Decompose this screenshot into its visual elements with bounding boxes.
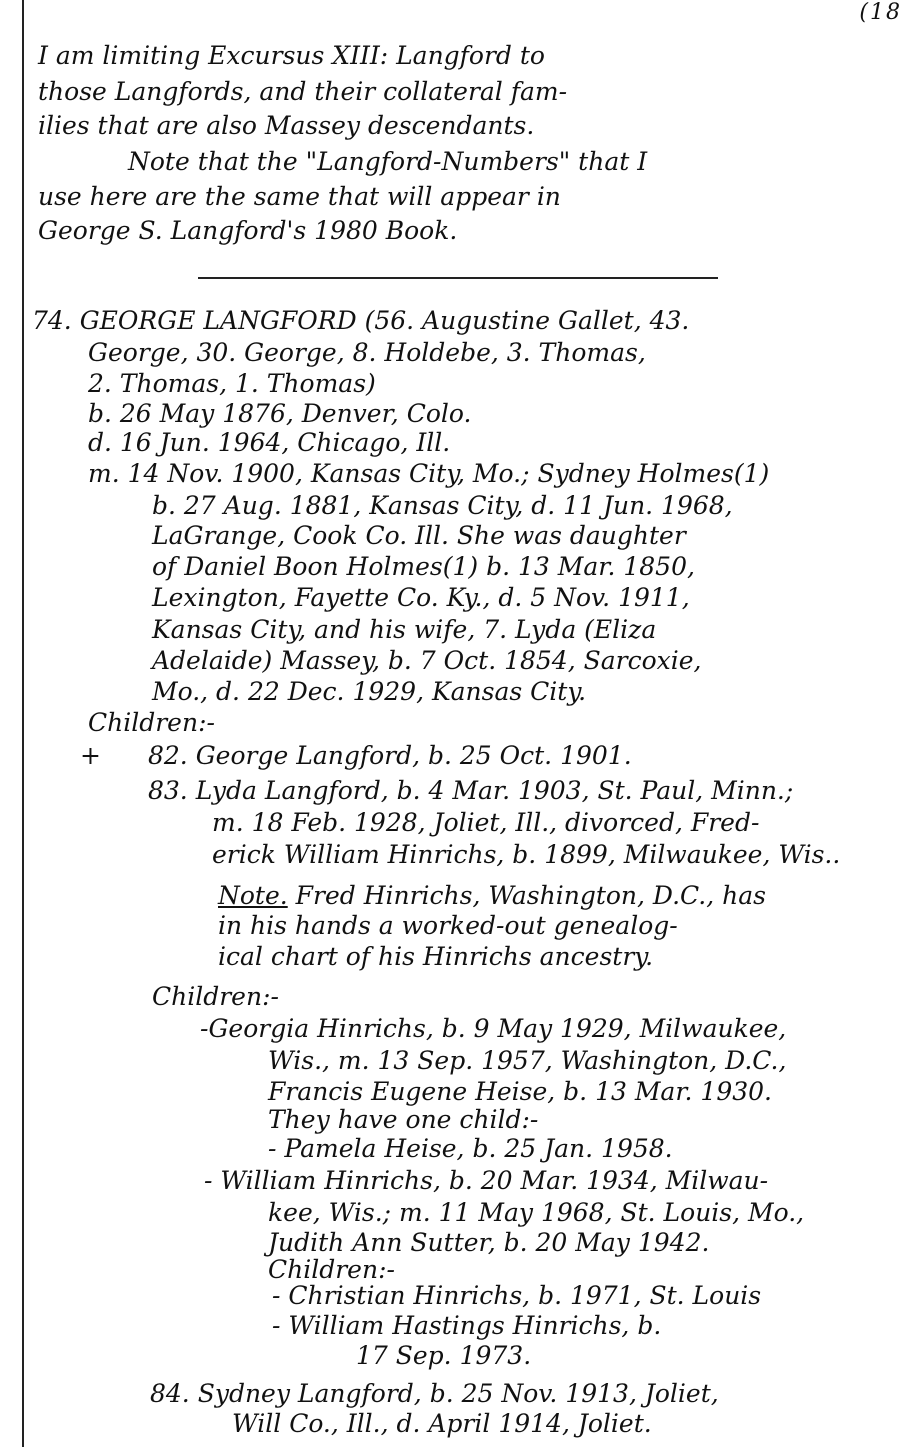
entry-74-line: Adelaide) Massey, b. 7 Oct. 1854, Sarcoxie, [152,646,702,675]
note-line [218,880,766,912]
entry-74-heading: 74. GEORGE LANGFORD (56. Augustine Gallet, 43. [32,306,690,335]
children-label: Children:- [88,708,215,737]
page-number-mark: (18 [859,0,902,25]
child-83-line: erick William Hinrichs, b. 1899, Milwaukee, Wis.. [212,840,841,869]
section-divider [198,277,718,279]
grandchild-georgia-line: Francis Eugene Heise, b. 13 Mar. 1930. [268,1077,773,1106]
grandchild-william: - William Hinrichs, b. 20 Mar. 1934, Milwau- [204,1166,769,1195]
grandchild-william-line: Judith Ann Sutter, b. 20 May 1942. [268,1228,710,1257]
great-grandchild-christian: - Christian Hinrichs, b. 1971, St. Louis [272,1281,762,1310]
entry-74-line: Kansas City, and his wife, 7. Lyda (Eliza [152,615,657,644]
intro-line: I am limiting Excursus XIII: Langford to [38,41,545,70]
intro-line: Note that the "Langford-Numbers" that I [128,147,648,176]
grandchild-georgia: -Georgia Hinrichs, b. 9 May 1929, Milwaukee, [200,1014,787,1043]
grandchild-william-line: kee, Wis.; m. 11 May 1968, St. Louis, Mo., [268,1198,805,1227]
great-grandchild-line: 17 Sep. 1973. [356,1341,532,1370]
intro-line: ilies that are also Massey descendants. [38,111,535,140]
left-margin-line [22,0,24,1447]
great-grandchild-william-hastings: - William Hastings Hinrichs, b. [272,1311,662,1340]
grandchild-georgia-line: Wis., m. 13 Sep. 1957, Washington, D.C., [268,1046,787,1075]
entry-74-line: Mo., d. 22 Dec. 1929, Kansas City. [152,677,587,706]
entry-74-line: of Daniel Boon Holmes(1) b. 13 Mar. 1850, [152,552,695,581]
entry-74-line: George, 30. George, 8. Holdebe, 3. Thomas, [88,338,646,367]
intro-line: those Langfords, and their collateral fam- [38,77,568,106]
entry-74-line: LaGrange, Cook Co. Ill. She was daughter [152,521,686,550]
entry-74-line: 2. Thomas, 1. Thomas) [88,369,376,398]
grandchild-georgia-line: They have one child:- [268,1105,539,1134]
note-line: ical chart of his Hinrichs ancestry. [218,942,654,971]
child-82: 82. George Langford, b. 25 Oct. 1901. [148,741,632,770]
child-84: 84. Sydney Langford, b. 25 Nov. 1913, Joliet, [150,1379,719,1408]
child-84-line: Will Co., Ill., d. April 1914, Joliet. [232,1409,652,1438]
entry-74-birth: b. 26 May 1876, Denver, Colo. [88,399,472,428]
note-line: in his hands a worked-out genealog- [218,911,678,940]
intro-line: George S. Langford's 1980 Book. [38,216,458,245]
note-label: Note. [218,881,288,910]
entry-74-marriage: m. 14 Nov. 1900, Kansas City, Mo.; Sydney Holmes(1) [88,459,770,488]
note-text: Fred Hinrichs, Washington, D.C., has [287,881,766,910]
children-label: Children:- [152,982,279,1011]
plus-mark: + [80,741,101,770]
intro-line: use here are the same that will appear in [38,182,561,211]
entry-74-line: Lexington, Fayette Co. Ky., d. 5 Nov. 1911, [152,583,690,612]
child-83: 83. Lyda Langford, b. 4 Mar. 1903, St. Paul, Minn.; [148,776,794,805]
entry-74-line: b. 27 Aug. 1881, Kansas City, d. 11 Jun. 1968, [152,491,733,520]
child-83-line: m. 18 Feb. 1928, Joliet, Ill., divorced, Fred- [212,808,760,837]
entry-74-death: d. 16 Jun. 1964, Chicago, Ill. [88,428,451,457]
great-grandchild-pamela: - Pamela Heise, b. 25 Jan. 1958. [268,1134,673,1163]
children-label: Children:- [268,1255,395,1284]
